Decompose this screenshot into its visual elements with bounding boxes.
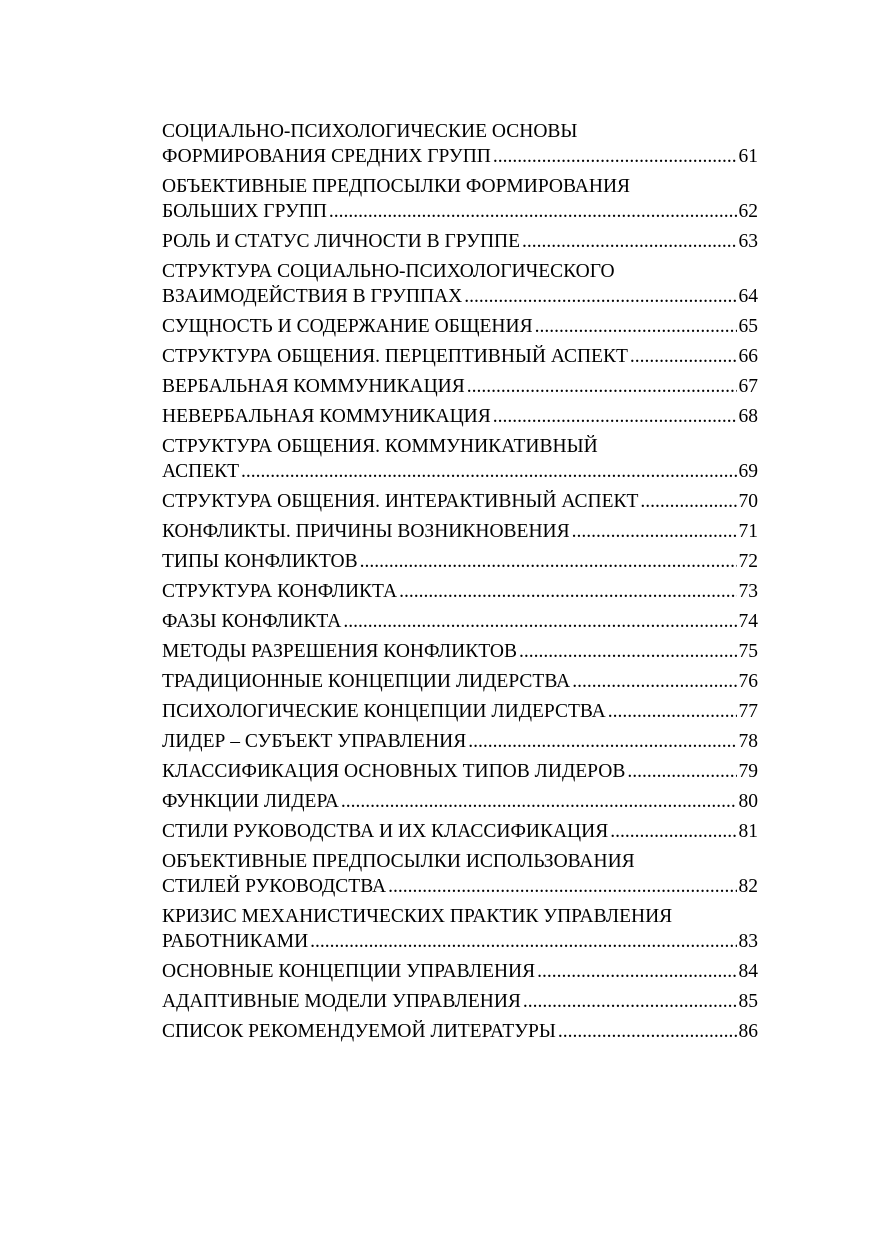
toc-entry-row bbox=[162, 199, 758, 224]
toc-entry bbox=[162, 344, 758, 369]
toc-entry-title-line: ЛИДЕР – СУБЪЕКТ УПРАВЛЕНИЯ bbox=[162, 731, 467, 752]
toc-entry-title-line: ВЗАИМОДЕЙСТВИЯ В ГРУППАХ bbox=[162, 286, 463, 307]
dot-leader bbox=[241, 459, 736, 484]
toc-entry-row bbox=[162, 404, 758, 429]
dot-leader bbox=[537, 959, 736, 984]
toc-entry bbox=[162, 314, 758, 339]
toc-entry-row bbox=[162, 1019, 758, 1044]
dot-leader bbox=[360, 549, 737, 574]
toc-page-number: 61 bbox=[738, 146, 758, 167]
table-of-contents bbox=[162, 119, 758, 1049]
toc-entry-row bbox=[162, 314, 758, 339]
toc-page-number: 79 bbox=[738, 761, 758, 782]
toc-entry bbox=[162, 849, 758, 899]
toc-entry-row bbox=[162, 144, 758, 169]
toc-entry-row bbox=[162, 549, 758, 574]
toc-page-number: 82 bbox=[738, 876, 758, 897]
toc-entry bbox=[162, 549, 758, 574]
toc-entry bbox=[162, 434, 758, 484]
toc-entry-title-line: СТРУКТУРА КОНФЛИКТА bbox=[162, 581, 398, 602]
toc-entry bbox=[162, 699, 758, 724]
toc-entry-title-line: АДАПТИВНЫЕ МОДЕЛИ УПРАВЛЕНИЯ bbox=[162, 991, 521, 1012]
toc-entry-row bbox=[162, 669, 758, 694]
dot-leader bbox=[627, 759, 736, 784]
toc-page-number: 72 bbox=[738, 551, 758, 572]
dot-leader bbox=[343, 609, 736, 634]
toc-entry-title-line: ПСИХОЛОГИЧЕСКИЕ КОНЦЕПЦИИ ЛИДЕРСТВА bbox=[162, 701, 606, 722]
toc-entry bbox=[162, 489, 758, 514]
toc-entry-title-line: ОСНОВНЫЕ КОНЦЕПЦИИ УПРАВЛЕНИЯ bbox=[162, 961, 536, 982]
toc-entry bbox=[162, 259, 758, 309]
toc-entry bbox=[162, 789, 758, 814]
dot-leader bbox=[558, 1019, 737, 1044]
dot-leader bbox=[572, 669, 736, 694]
toc-entry-title-line: СУЩНОСТЬ И СОДЕРЖАНИЕ ОБЩЕНИЯ bbox=[162, 316, 533, 337]
toc-entry-title-line: КОНФЛИКТЫ. ПРИЧИНЫ ВОЗНИКНОВЕНИЯ bbox=[162, 521, 570, 542]
toc-entry-row bbox=[162, 579, 758, 604]
toc-entry-title-line: КРИЗИС МЕХАНИСТИЧЕСКИХ ПРАКТИК УПРАВЛЕНИЯ bbox=[162, 906, 673, 927]
toc-entry bbox=[162, 959, 758, 984]
dot-leader bbox=[493, 144, 737, 169]
toc-entry-title-line: АСПЕКТ bbox=[162, 461, 240, 482]
toc-page-number: 76 bbox=[738, 671, 758, 692]
dot-leader bbox=[535, 314, 737, 339]
toc-entry-title-line: НЕВЕРБАЛЬНАЯ КОММУНИКАЦИЯ bbox=[162, 406, 491, 427]
toc-page-number: 74 bbox=[738, 611, 758, 632]
toc-entry-title-line: СТРУКТУРА ОБЩЕНИЯ. КОММУНИКАТИВНЫЙ bbox=[162, 436, 598, 457]
toc-entry-row bbox=[162, 639, 758, 664]
toc-entry-row bbox=[162, 489, 758, 514]
dot-leader bbox=[610, 819, 736, 844]
toc-entry bbox=[162, 759, 758, 784]
toc-entry-title-line: РОЛЬ И СТАТУС ЛИЧНОСТИ В ГРУППЕ bbox=[162, 231, 521, 252]
dot-leader bbox=[522, 229, 736, 254]
toc-entry bbox=[162, 119, 758, 169]
toc-page-number: 77 bbox=[738, 701, 758, 722]
toc-entry-row bbox=[162, 609, 758, 634]
toc-entry-title-line: ОБЪЕКТИВНЫЕ ПРЕДПОСЫЛКИ ИСПОЛЬЗОВАНИЯ bbox=[162, 851, 635, 872]
toc-page-number: 63 bbox=[738, 231, 758, 252]
dot-leader bbox=[388, 874, 736, 899]
toc-page-number: 83 bbox=[738, 931, 758, 952]
toc-page-number: 85 bbox=[738, 991, 758, 1012]
toc-page-number: 81 bbox=[738, 821, 758, 842]
dot-leader bbox=[468, 729, 736, 754]
toc-entry-title-line: СТИЛЕЙ РУКОВОДСТВА bbox=[162, 876, 387, 897]
toc-entry bbox=[162, 519, 758, 544]
toc-entry-title-line: СОЦИАЛЬНО-ПСИХОЛОГИЧЕСКИЕ ОСНОВЫ bbox=[162, 121, 578, 142]
toc-entry-title-line: БОЛЬШИХ ГРУПП bbox=[162, 201, 327, 222]
toc-entry-row bbox=[162, 519, 758, 544]
dot-leader bbox=[399, 579, 736, 604]
toc-entry-row bbox=[162, 729, 758, 754]
toc-entry-row bbox=[162, 759, 758, 784]
toc-entry-title-line: ТРАДИЦИОННЫЕ КОНЦЕПЦИИ ЛИДЕРСТВА bbox=[162, 671, 571, 692]
toc-entry bbox=[162, 1019, 758, 1044]
toc-entry bbox=[162, 729, 758, 754]
toc-entry-title-line: РАБОТНИКАМИ bbox=[162, 931, 309, 952]
toc-entry-title-line: ФАЗЫ КОНФЛИКТА bbox=[162, 611, 342, 632]
toc-entry bbox=[162, 639, 758, 664]
toc-page-number: 65 bbox=[738, 316, 758, 337]
toc-entry-row bbox=[162, 229, 758, 254]
toc-entry bbox=[162, 229, 758, 254]
dot-leader bbox=[341, 789, 737, 814]
toc-page-number: 66 bbox=[738, 346, 758, 367]
toc-entry-row bbox=[162, 959, 758, 984]
dot-leader bbox=[630, 344, 737, 369]
toc-page-number: 73 bbox=[738, 581, 758, 602]
toc-page-number: 80 bbox=[738, 791, 758, 812]
toc-entry-row bbox=[162, 929, 758, 954]
toc-entry bbox=[162, 579, 758, 604]
toc-entry-row bbox=[162, 989, 758, 1014]
toc-entry bbox=[162, 609, 758, 634]
toc-entry-row bbox=[162, 344, 758, 369]
toc-page-number: 68 bbox=[738, 406, 758, 427]
dot-leader bbox=[329, 199, 737, 224]
toc-entry-title-line: КЛАССИФИКАЦИЯ ОСНОВНЫХ ТИПОВ ЛИДЕРОВ bbox=[162, 761, 626, 782]
dot-leader bbox=[608, 699, 737, 724]
toc-entry-title-line: ФУНКЦИИ ЛИДЕРА bbox=[162, 791, 339, 812]
toc-entry-row bbox=[162, 459, 758, 484]
toc-page-number: 84 bbox=[738, 961, 758, 982]
toc-entry-row bbox=[162, 374, 758, 399]
dot-leader bbox=[572, 519, 737, 544]
toc-entry-title-line: ОБЪЕКТИВНЫЕ ПРЕДПОСЫЛКИ ФОРМИРОВАНИЯ bbox=[162, 176, 631, 197]
toc-entry-title-line: СТРУКТУРА ОБЩЕНИЯ. ПЕРЦЕПТИВНЫЙ АСПЕКТ bbox=[162, 346, 628, 367]
toc-entry bbox=[162, 374, 758, 399]
toc-entry bbox=[162, 989, 758, 1014]
toc-entry-title-line: СТРУКТУРА СОЦИАЛЬНО-ПСИХОЛОГИЧЕСКОГО bbox=[162, 261, 615, 282]
toc-entry-row bbox=[162, 789, 758, 814]
toc-page-number: 70 bbox=[738, 491, 758, 512]
dot-leader bbox=[519, 639, 737, 664]
toc-page-number: 86 bbox=[738, 1021, 758, 1042]
toc-entry bbox=[162, 904, 758, 954]
toc-page-number: 64 bbox=[738, 286, 758, 307]
toc-entry-title-line: МЕТОДЫ РАЗРЕШЕНИЯ КОНФЛИКТОВ bbox=[162, 641, 517, 662]
toc-entry-title-line: СПИСОК РЕКОМЕНДУЕМОЙ ЛИТЕРАТУРЫ bbox=[162, 1021, 556, 1042]
dot-leader bbox=[467, 374, 737, 399]
toc-entry-title-line: СТИЛИ РУКОВОДСТВА И ИХ КЛАССИФИКАЦИЯ bbox=[162, 821, 609, 842]
toc-page-number: 71 bbox=[738, 521, 758, 542]
toc-page-number: 62 bbox=[738, 201, 758, 222]
toc-entry-title-line: СТРУКТУРА ОБЩЕНИЯ. ИНТЕРАКТИВНЫЙ АСПЕКТ bbox=[162, 491, 639, 512]
toc-entry bbox=[162, 819, 758, 844]
toc-entry-title-line: ТИПЫ КОНФЛИКТОВ bbox=[162, 551, 358, 572]
toc-entry-title-line: ФОРМИРОВАНИЯ СРЕДНИХ ГРУПП bbox=[162, 146, 491, 167]
toc-entry-title-line: ВЕРБАЛЬНАЯ КОММУНИКАЦИЯ bbox=[162, 376, 465, 397]
dot-leader bbox=[310, 929, 736, 954]
toc-entry bbox=[162, 404, 758, 429]
dot-leader bbox=[464, 284, 736, 309]
toc-entry-row bbox=[162, 284, 758, 309]
toc-entry-row bbox=[162, 699, 758, 724]
toc-entry bbox=[162, 669, 758, 694]
toc-entry-row bbox=[162, 874, 758, 899]
toc-page-number: 69 bbox=[738, 461, 758, 482]
dot-leader bbox=[523, 989, 737, 1014]
toc-page-number: 75 bbox=[738, 641, 758, 662]
toc-page-number: 78 bbox=[738, 731, 758, 752]
toc-page-number: 67 bbox=[738, 376, 758, 397]
toc-entry-row bbox=[162, 819, 758, 844]
dot-leader bbox=[493, 404, 737, 429]
toc-entry bbox=[162, 174, 758, 224]
dot-leader bbox=[640, 489, 736, 514]
